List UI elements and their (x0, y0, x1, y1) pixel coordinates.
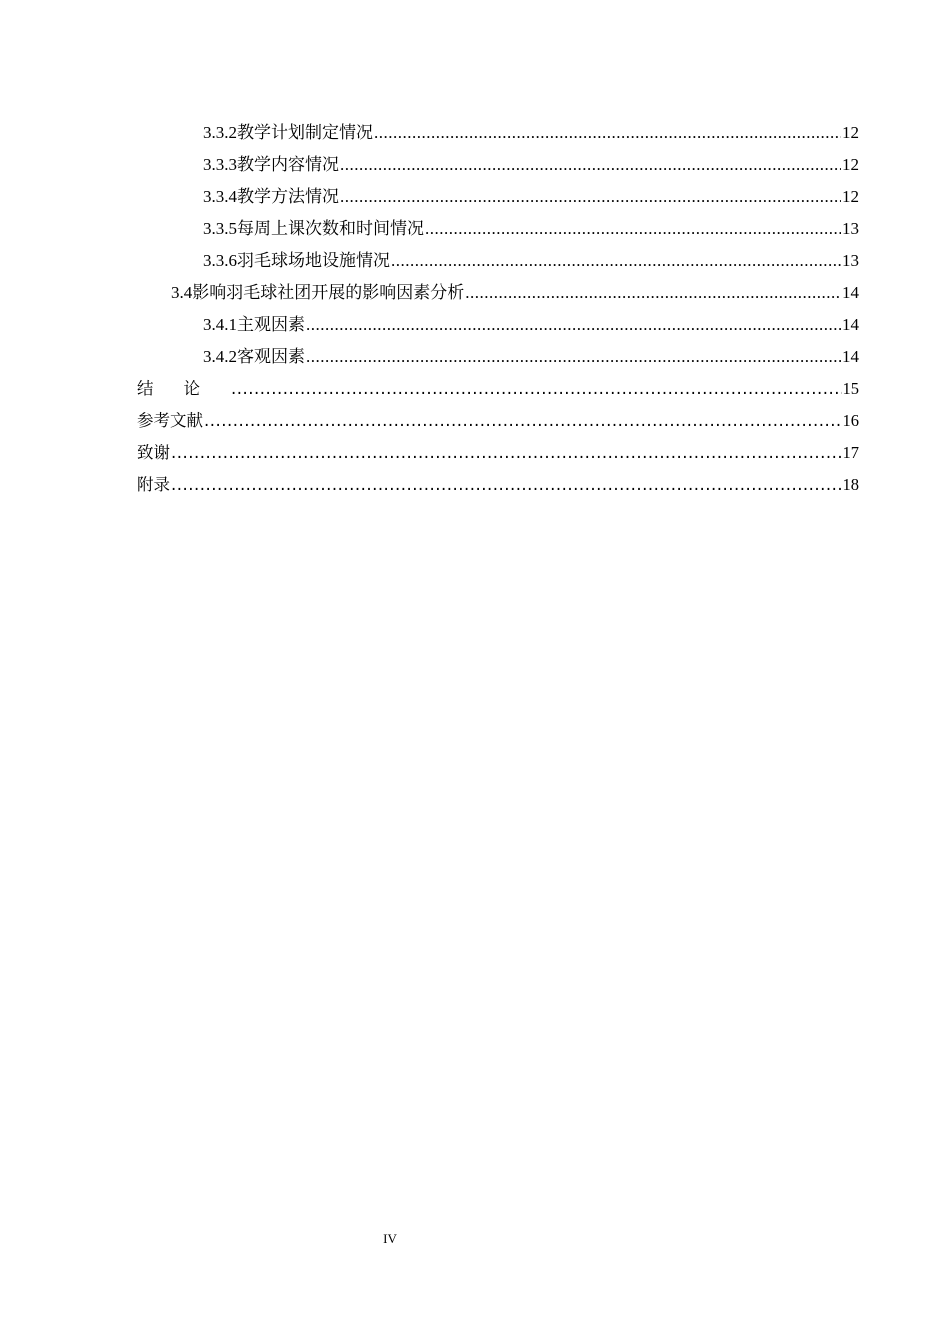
toc-dot-leader (171, 469, 842, 501)
toc-entry-title: 每周上课次数和时间情况 (237, 219, 424, 238)
toc-dot-leader (391, 245, 841, 277)
toc-entry-page: 18 (842, 475, 859, 494)
toc-dot-leader (204, 405, 842, 437)
toc-entry-page: 14 (842, 347, 859, 366)
toc-entry-title: 羽毛球场地设施情况 (237, 251, 390, 270)
toc-entry-title: 结论 (137, 379, 230, 398)
toc-entry-number: 3.4.2 (203, 347, 237, 366)
toc-dot-leader (374, 117, 841, 149)
toc-entry-page: 17 (842, 443, 859, 462)
toc-entry-title: 参考文献 (137, 411, 203, 430)
toc-entry-3-3-4[interactable] (0, 181, 950, 213)
toc-entry-page: 13 (842, 219, 859, 238)
toc-entry-title: 致谢 (137, 443, 170, 462)
toc-dot-leader (340, 181, 841, 213)
toc-entry-number: 3.4.1 (203, 315, 237, 334)
toc-dot-leader (340, 149, 841, 181)
toc-entry-number: 3.3.2 (203, 123, 237, 142)
toc-dot-leader (425, 213, 841, 245)
toc-entry-3-3-5[interactable] (0, 213, 950, 245)
toc-entry-title: 教学内容情况 (237, 155, 339, 174)
toc-entry-number: 3.3.6 (203, 251, 237, 270)
toc-dot-leader (306, 341, 841, 373)
toc-entry-page: 12 (842, 155, 859, 174)
toc-entry-number: 3.4 (171, 283, 193, 302)
toc-entry-3-3-6[interactable] (0, 245, 950, 277)
toc-entry-page: 15 (842, 379, 859, 398)
toc-entry-number: 3.3.3 (203, 155, 237, 174)
toc-entry-references[interactable] (0, 405, 950, 437)
toc-entry-page: 13 (842, 251, 859, 270)
toc-entry-3-3-3[interactable] (0, 149, 950, 181)
toc-entry-title: 客观因素 (237, 347, 305, 366)
toc-entry-title: 教学方法情况 (237, 187, 339, 206)
toc-entry-3-4-1[interactable] (0, 309, 950, 341)
toc-entry-title: 影响羽毛球社团开展的影响因素分析 (192, 283, 465, 302)
table-of-contents (0, 117, 950, 501)
toc-dot-leader (465, 277, 841, 309)
toc-dot-leader (306, 309, 841, 341)
toc-entry-acknowledgements[interactable] (0, 437, 950, 469)
toc-entry-title: 主观因素 (237, 315, 305, 334)
toc-entry-page: 12 (842, 123, 859, 142)
toc-entry-appendix[interactable] (0, 469, 950, 501)
toc-entry-number: 3.3.4 (203, 187, 237, 206)
toc-entry-conclusion[interactable] (0, 373, 950, 405)
toc-entry-3-4[interactable] (0, 277, 950, 309)
toc-entry-title: 教学计划制定情况 (237, 123, 373, 142)
page-number-footer: IV (383, 1231, 397, 1246)
toc-entry-title: 附录 (137, 475, 170, 494)
toc-entry-3-4-2[interactable] (0, 341, 950, 373)
toc-entry-page: 12 (842, 187, 859, 206)
toc-dot-leader (171, 437, 842, 469)
toc-entry-page: 14 (842, 283, 859, 302)
toc-entry-number: 3.3.5 (203, 219, 237, 238)
toc-dot-leader (231, 373, 842, 405)
toc-entry-page: 14 (842, 315, 859, 334)
toc-entry-page: 16 (842, 411, 859, 430)
toc-entry-3-3-2[interactable] (0, 117, 950, 149)
